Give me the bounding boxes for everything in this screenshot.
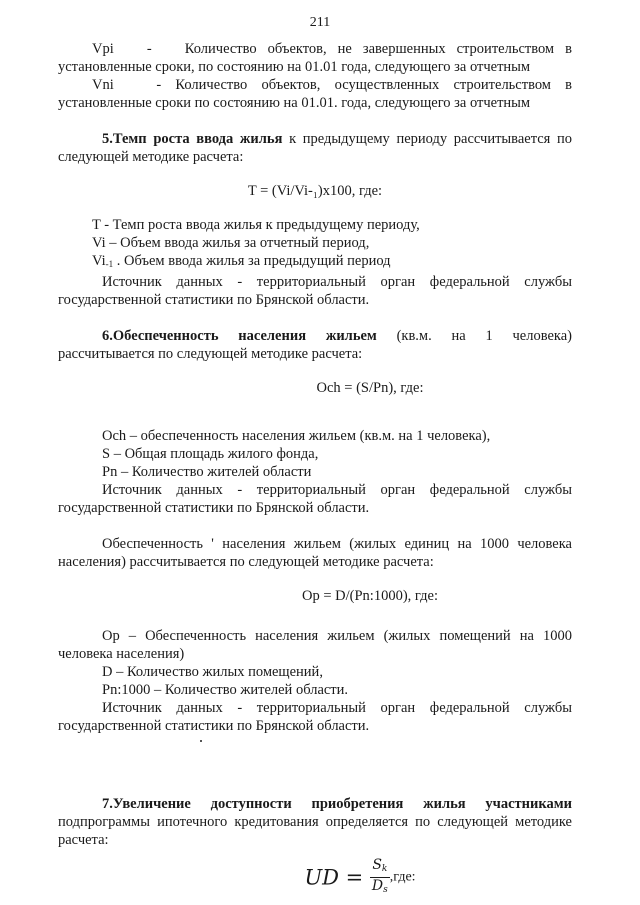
vi-prev-subscript: -1 — [105, 259, 114, 269]
ud-lhs: UD = — [304, 865, 370, 890]
ud-denominator — [370, 878, 390, 898]
section-6-intro — [58, 327, 572, 363]
vpi-definition — [58, 40, 572, 76]
section-6b-item: D – Количество жилых помещений, — [102, 664, 323, 680]
section-5-heading: 5.Темп роста ввода жилья — [102, 131, 283, 147]
section-7-intro-text: подпрограммы ипотечного кредитования определяется по следующей методике расчета: — [58, 814, 572, 848]
ud-numerator — [370, 857, 390, 878]
section-6b-source: Источник данных - территориальный орган федеральной службы государственной статистики по Брянской области. — [58, 700, 572, 734]
section-5-item: Vi – Объем ввода жилья за отчетный период, — [92, 235, 370, 251]
vi-prev-term: Vi — [92, 253, 106, 269]
ud-tail: ,где: — [389, 869, 416, 885]
denominator-var: D — [371, 878, 384, 894]
page-number: 211 — [309, 15, 331, 30]
section-7-formula — [58, 857, 572, 898]
section-5-item — [58, 252, 572, 273]
denominator-sub: s — [383, 885, 388, 895]
section-5-source: Источник данных - территориальный орган федеральной службы государственной статистики по Брянской области. — [58, 274, 572, 308]
vni-text: Количество объектов, осуществленных строительством в установленные сроки по состоянию на 01.01. года, следующего за отчетным — [58, 77, 573, 111]
section-6-item: Pn – Количество жителей области — [102, 464, 312, 480]
section-6-intro-text: (кв.м. на 1 человека) рассчитывается по следующей методике расчета: — [58, 328, 573, 362]
vni-term: Vni — [92, 77, 114, 93]
section-5-intro-text: к предыдущему периоду рассчитывается по следующей методике расчета: — [58, 131, 572, 165]
section-7-heading: 7.Увеличение доступности приобретения жилья участниками — [102, 796, 572, 812]
document-body — [58, 40, 572, 898]
section-6-item: Och – обеспеченность населения жильем (кв.м. на 1 человека), — [102, 428, 491, 444]
vi-prev-text: . Объем ввода жилья за предыдущий период — [113, 253, 391, 269]
section-6-formula: Och = (S/Pn), где: — [316, 380, 424, 396]
section-6b-intro: Обеспеченность ' населения жильем (жилых единиц на 1000 человека населения) рассчитывается по следующей методике расчета: — [58, 536, 572, 570]
section-6b-formula: Op = D/(Pn:1000), где: — [302, 588, 438, 604]
scan-speck — [200, 740, 202, 742]
vpi-term: Vpi — [92, 41, 114, 57]
vni-dash: - — [156, 77, 162, 93]
section-6-heading: 6.Обеспеченность населения жильем — [102, 328, 377, 344]
numerator-sub: k — [381, 864, 388, 874]
op-definition: Op – Обеспеченность населения жильем (жилых помещений на 1000 человека населения) — [58, 628, 572, 662]
section-5-intro — [58, 130, 572, 166]
numerator-var: S — [372, 857, 382, 873]
vni-definition — [58, 76, 572, 112]
section-5-formula: T = (Vi/Vi-₁)x100, где: — [247, 183, 383, 199]
section-5-item: T - Темп роста ввода жилья к предыдущему периоду, — [92, 217, 420, 233]
section-7-intro — [58, 795, 572, 849]
section-6-item: S – Общая площадь жилого фонда, — [102, 446, 319, 462]
section-6b-item: Pn:1000 – Количество жителей области. — [102, 682, 349, 698]
vpi-text: Количество объектов, не завершенных строительством в установленные сроки, по состоянию на 01.01 года, следующего за отчетным — [58, 41, 572, 75]
section-6-source: Источник данных - территориальный орган федеральной службы государственной статистики по Брянской области. — [58, 482, 572, 516]
vpi-dash: - — [146, 41, 152, 57]
ud-fraction — [370, 857, 390, 898]
